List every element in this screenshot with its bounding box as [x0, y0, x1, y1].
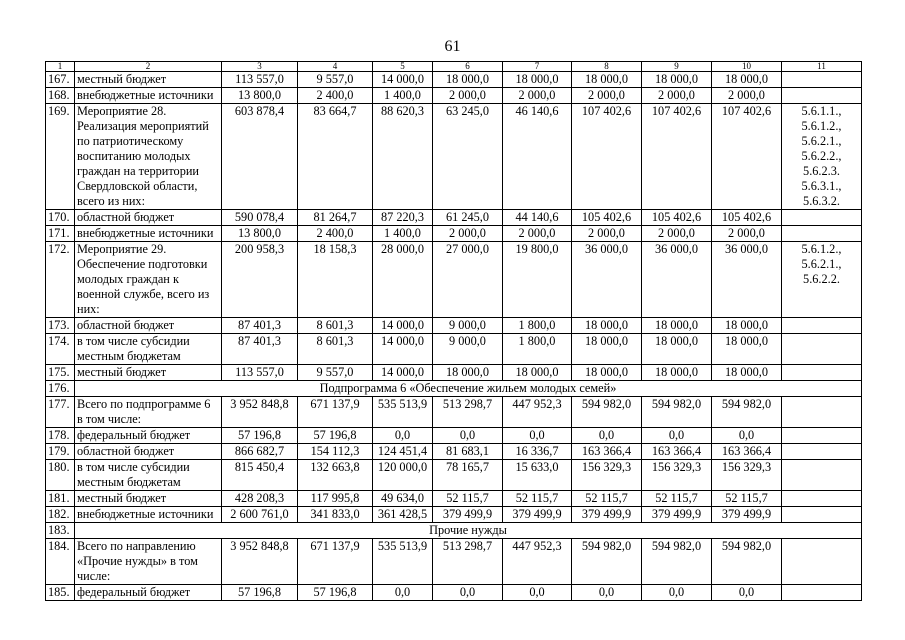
- value-cell: 18 000,0: [572, 318, 642, 334]
- value-cell: 2 600 761,0: [222, 507, 298, 523]
- value-cell: 16 336,7: [503, 444, 572, 460]
- value-cell: 46 140,6: [503, 104, 572, 210]
- value-cell: 18 000,0: [433, 365, 503, 381]
- value-cell: 590 078,4: [222, 210, 298, 226]
- value-cell: 594 982,0: [712, 539, 782, 585]
- value-cell: 0,0: [642, 585, 712, 601]
- value-cell: 18 000,0: [642, 365, 712, 381]
- column-number: 9: [642, 62, 712, 72]
- value-cell: 594 982,0: [572, 397, 642, 428]
- value-cell: 28 000,0: [373, 242, 433, 318]
- value-cell: 0,0: [572, 585, 642, 601]
- value-cell: 52 115,7: [503, 491, 572, 507]
- value-cell: 1 800,0: [503, 318, 572, 334]
- value-cell: 2 000,0: [433, 226, 503, 242]
- value-cell: 18 000,0: [572, 334, 642, 365]
- value-cell: 379 499,9: [503, 507, 572, 523]
- value-cell: 603 878,4: [222, 104, 298, 210]
- value-cell: 379 499,9: [712, 507, 782, 523]
- value-cell: 156 329,3: [712, 460, 782, 491]
- column-number: 8: [572, 62, 642, 72]
- row-number: 182.: [46, 507, 75, 523]
- value-cell: 8 601,3: [298, 334, 373, 365]
- row-label: Всего по подпрограмме 6 в том числе:: [75, 397, 222, 428]
- value-cell: 57 196,8: [222, 428, 298, 444]
- target-codes: [782, 210, 862, 226]
- column-number: 3: [222, 62, 298, 72]
- value-cell: 15 633,0: [503, 460, 572, 491]
- value-cell: 9 000,0: [433, 334, 503, 365]
- table-row: [46, 318, 862, 334]
- value-cell: 14 000,0: [373, 365, 433, 381]
- value-cell: 0,0: [373, 585, 433, 601]
- row-number: 181.: [46, 491, 75, 507]
- target-codes: [782, 226, 862, 242]
- row-label: Всего по направлению «Прочие нужды» в том числе:: [75, 539, 222, 585]
- target-codes: [782, 72, 862, 88]
- row-number: 184.: [46, 539, 75, 585]
- row-number: 170.: [46, 210, 75, 226]
- section-title: Подпрограмма 6 «Обеспечение жильем молодых семей»: [75, 381, 862, 397]
- table-row: [46, 460, 862, 491]
- table-row: [46, 72, 862, 88]
- value-cell: 866 682,7: [222, 444, 298, 460]
- row-number: 178.: [46, 428, 75, 444]
- value-cell: 52 115,7: [642, 491, 712, 507]
- value-cell: 105 402,6: [642, 210, 712, 226]
- table-row: [46, 397, 862, 428]
- value-cell: 1 400,0: [373, 88, 433, 104]
- row-number: 185.: [46, 585, 75, 601]
- value-cell: 18 000,0: [642, 72, 712, 88]
- value-cell: 107 402,6: [572, 104, 642, 210]
- value-cell: 513 298,7: [433, 539, 503, 585]
- value-cell: 124 451,4: [373, 444, 433, 460]
- value-cell: 3 952 848,8: [222, 539, 298, 585]
- row-number: 172.: [46, 242, 75, 318]
- value-cell: 36 000,0: [572, 242, 642, 318]
- target-codes: [782, 460, 862, 491]
- value-cell: 83 664,7: [298, 104, 373, 210]
- value-cell: 2 000,0: [642, 88, 712, 104]
- value-cell: 3 952 848,8: [222, 397, 298, 428]
- table-row: [46, 104, 862, 210]
- row-number: 177.: [46, 397, 75, 428]
- value-cell: 105 402,6: [572, 210, 642, 226]
- value-cell: 2 000,0: [712, 88, 782, 104]
- row-label: внебюджетные источники: [75, 507, 222, 523]
- value-cell: 2 400,0: [298, 226, 373, 242]
- value-cell: 428 208,3: [222, 491, 298, 507]
- value-cell: 379 499,9: [572, 507, 642, 523]
- row-label: федеральный бюджет: [75, 428, 222, 444]
- value-cell: 52 115,7: [433, 491, 503, 507]
- value-cell: 9 557,0: [298, 72, 373, 88]
- value-cell: 117 995,8: [298, 491, 373, 507]
- value-cell: 2 000,0: [642, 226, 712, 242]
- target-codes: [782, 585, 862, 601]
- table-row: [46, 334, 862, 365]
- value-cell: 594 982,0: [572, 539, 642, 585]
- table-row: [46, 242, 862, 318]
- row-number: 169.: [46, 104, 75, 210]
- value-cell: 0,0: [642, 428, 712, 444]
- value-cell: 9 000,0: [433, 318, 503, 334]
- value-cell: 88 620,3: [373, 104, 433, 210]
- value-cell: 63 245,0: [433, 104, 503, 210]
- row-label: федеральный бюджет: [75, 585, 222, 601]
- value-cell: 52 115,7: [712, 491, 782, 507]
- value-cell: 8 601,3: [298, 318, 373, 334]
- value-cell: 78 165,7: [433, 460, 503, 491]
- target-codes: [782, 88, 862, 104]
- value-cell: 2 000,0: [572, 88, 642, 104]
- value-cell: 36 000,0: [712, 242, 782, 318]
- table-row: [46, 491, 862, 507]
- row-number: 174.: [46, 334, 75, 365]
- value-cell: 113 557,0: [222, 72, 298, 88]
- column-number: 6: [433, 62, 503, 72]
- row-label: местный бюджет: [75, 491, 222, 507]
- row-number: 180.: [46, 460, 75, 491]
- target-codes: 5.6.1.1., 5.6.1.2., 5.6.2.1., 5.6.2.2., 5.6.2.3. 5.6.3.1., 5.6.3.2.: [782, 104, 862, 210]
- value-cell: 2 000,0: [503, 226, 572, 242]
- value-cell: 0,0: [503, 428, 572, 444]
- row-label: областной бюджет: [75, 210, 222, 226]
- value-cell: 341 833,0: [298, 507, 373, 523]
- value-cell: 14 000,0: [373, 318, 433, 334]
- row-label: внебюджетные источники: [75, 226, 222, 242]
- table-row: [46, 539, 862, 585]
- value-cell: 200 958,3: [222, 242, 298, 318]
- value-cell: 0,0: [503, 585, 572, 601]
- row-number: 171.: [46, 226, 75, 242]
- target-codes: [782, 397, 862, 428]
- value-cell: 52 115,7: [572, 491, 642, 507]
- value-cell: 361 428,5: [373, 507, 433, 523]
- value-cell: 0,0: [433, 428, 503, 444]
- row-number: 179.: [46, 444, 75, 460]
- page-number: 61: [444, 38, 461, 55]
- value-cell: 379 499,9: [642, 507, 712, 523]
- column-number: 11: [782, 62, 862, 72]
- value-cell: 671 137,9: [298, 539, 373, 585]
- row-number: 183.: [46, 523, 75, 539]
- value-cell: 107 402,6: [642, 104, 712, 210]
- value-cell: 36 000,0: [642, 242, 712, 318]
- table-row: [46, 88, 862, 104]
- target-codes: [782, 318, 862, 334]
- column-number-row: [46, 62, 862, 72]
- value-cell: 13 800,0: [222, 226, 298, 242]
- value-cell: 18 000,0: [712, 72, 782, 88]
- value-cell: 2 000,0: [712, 226, 782, 242]
- table-row: [46, 428, 862, 444]
- column-number: 4: [298, 62, 373, 72]
- target-codes: 5.6.1.2., 5.6.2.1., 5.6.2.2.: [782, 242, 862, 318]
- value-cell: 120 000,0: [373, 460, 433, 491]
- value-cell: 0,0: [712, 585, 782, 601]
- target-codes: [782, 507, 862, 523]
- value-cell: 57 196,8: [222, 585, 298, 601]
- value-cell: 513 298,7: [433, 397, 503, 428]
- row-number: 168.: [46, 88, 75, 104]
- value-cell: 0,0: [712, 428, 782, 444]
- value-cell: 87 401,3: [222, 334, 298, 365]
- value-cell: 14 000,0: [373, 72, 433, 88]
- target-codes: [782, 365, 862, 381]
- target-codes: [782, 539, 862, 585]
- target-codes: [782, 428, 862, 444]
- table-row: [46, 507, 862, 523]
- table-row: [46, 210, 862, 226]
- table-row: [46, 523, 862, 539]
- value-cell: 594 982,0: [642, 397, 712, 428]
- row-label: в том числе субсидии местным бюджетам: [75, 460, 222, 491]
- value-cell: 18 000,0: [712, 365, 782, 381]
- value-cell: 594 982,0: [712, 397, 782, 428]
- target-codes: [782, 444, 862, 460]
- value-cell: 163 366,4: [642, 444, 712, 460]
- target-codes: [782, 334, 862, 365]
- value-cell: 18 000,0: [642, 334, 712, 365]
- value-cell: 27 000,0: [433, 242, 503, 318]
- budget-table: [45, 61, 862, 601]
- value-cell: 2 000,0: [433, 88, 503, 104]
- column-number: 2: [75, 62, 222, 72]
- value-cell: 44 140,6: [503, 210, 572, 226]
- value-cell: 815 450,4: [222, 460, 298, 491]
- value-cell: 1 400,0: [373, 226, 433, 242]
- value-cell: 447 952,3: [503, 397, 572, 428]
- value-cell: 2 000,0: [572, 226, 642, 242]
- value-cell: 81 683,1: [433, 444, 503, 460]
- value-cell: 49 634,0: [373, 491, 433, 507]
- value-cell: 156 329,3: [642, 460, 712, 491]
- value-cell: 57 196,8: [298, 428, 373, 444]
- value-cell: 18 000,0: [712, 318, 782, 334]
- row-label: в том числе субсидии местным бюджетам: [75, 334, 222, 365]
- value-cell: 594 982,0: [642, 539, 712, 585]
- column-number: 5: [373, 62, 433, 72]
- value-cell: 671 137,9: [298, 397, 373, 428]
- value-cell: 0,0: [373, 428, 433, 444]
- table-row: [46, 585, 862, 601]
- value-cell: 18 000,0: [572, 365, 642, 381]
- row-number: 176.: [46, 381, 75, 397]
- table-row: [46, 381, 862, 397]
- row-label: Мероприятие 28. Реализация мероприятий по патриотическому воспитанию молодых граждан на территории Свердловской области, всего из них:: [75, 104, 222, 210]
- section-title: Прочие нужды: [75, 523, 862, 539]
- row-label: внебюджетные источники: [75, 88, 222, 104]
- value-cell: 0,0: [572, 428, 642, 444]
- value-cell: 154 112,3: [298, 444, 373, 460]
- value-cell: 163 366,4: [572, 444, 642, 460]
- value-cell: 535 513,9: [373, 539, 433, 585]
- value-cell: 132 663,8: [298, 460, 373, 491]
- value-cell: 18 000,0: [503, 72, 572, 88]
- column-number: 1: [46, 62, 75, 72]
- value-cell: 13 800,0: [222, 88, 298, 104]
- value-cell: 105 402,6: [712, 210, 782, 226]
- value-cell: 156 329,3: [572, 460, 642, 491]
- row-label: областной бюджет: [75, 444, 222, 460]
- value-cell: 0,0: [433, 585, 503, 601]
- value-cell: 2 400,0: [298, 88, 373, 104]
- value-cell: 18 000,0: [572, 72, 642, 88]
- row-label: местный бюджет: [75, 365, 222, 381]
- row-label: Мероприятие 29. Обеспечение подготовки молодых граждан к военной службе, всего из них:: [75, 242, 222, 318]
- row-label: местный бюджет: [75, 72, 222, 88]
- value-cell: 447 952,3: [503, 539, 572, 585]
- value-cell: 81 264,7: [298, 210, 373, 226]
- value-cell: 57 196,8: [298, 585, 373, 601]
- value-cell: 19 800,0: [503, 242, 572, 318]
- value-cell: 2 000,0: [503, 88, 572, 104]
- value-cell: 61 245,0: [433, 210, 503, 226]
- column-number: 10: [712, 62, 782, 72]
- value-cell: 87 220,3: [373, 210, 433, 226]
- column-number: 7: [503, 62, 572, 72]
- value-cell: 18 000,0: [642, 318, 712, 334]
- value-cell: 18 000,0: [712, 334, 782, 365]
- row-number: 173.: [46, 318, 75, 334]
- table-row: [46, 226, 862, 242]
- value-cell: 9 557,0: [298, 365, 373, 381]
- row-label: областной бюджет: [75, 318, 222, 334]
- value-cell: 107 402,6: [712, 104, 782, 210]
- table-row: [46, 444, 862, 460]
- value-cell: 14 000,0: [373, 334, 433, 365]
- value-cell: 113 557,0: [222, 365, 298, 381]
- target-codes: [782, 491, 862, 507]
- row-number: 175.: [46, 365, 75, 381]
- value-cell: 163 366,4: [712, 444, 782, 460]
- value-cell: 87 401,3: [222, 318, 298, 334]
- value-cell: 1 800,0: [503, 334, 572, 365]
- table-row: [46, 365, 862, 381]
- value-cell: 18 000,0: [503, 365, 572, 381]
- value-cell: 535 513,9: [373, 397, 433, 428]
- value-cell: 379 499,9: [433, 507, 503, 523]
- value-cell: 18 000,0: [433, 72, 503, 88]
- value-cell: 18 158,3: [298, 242, 373, 318]
- row-number: 167.: [46, 72, 75, 88]
